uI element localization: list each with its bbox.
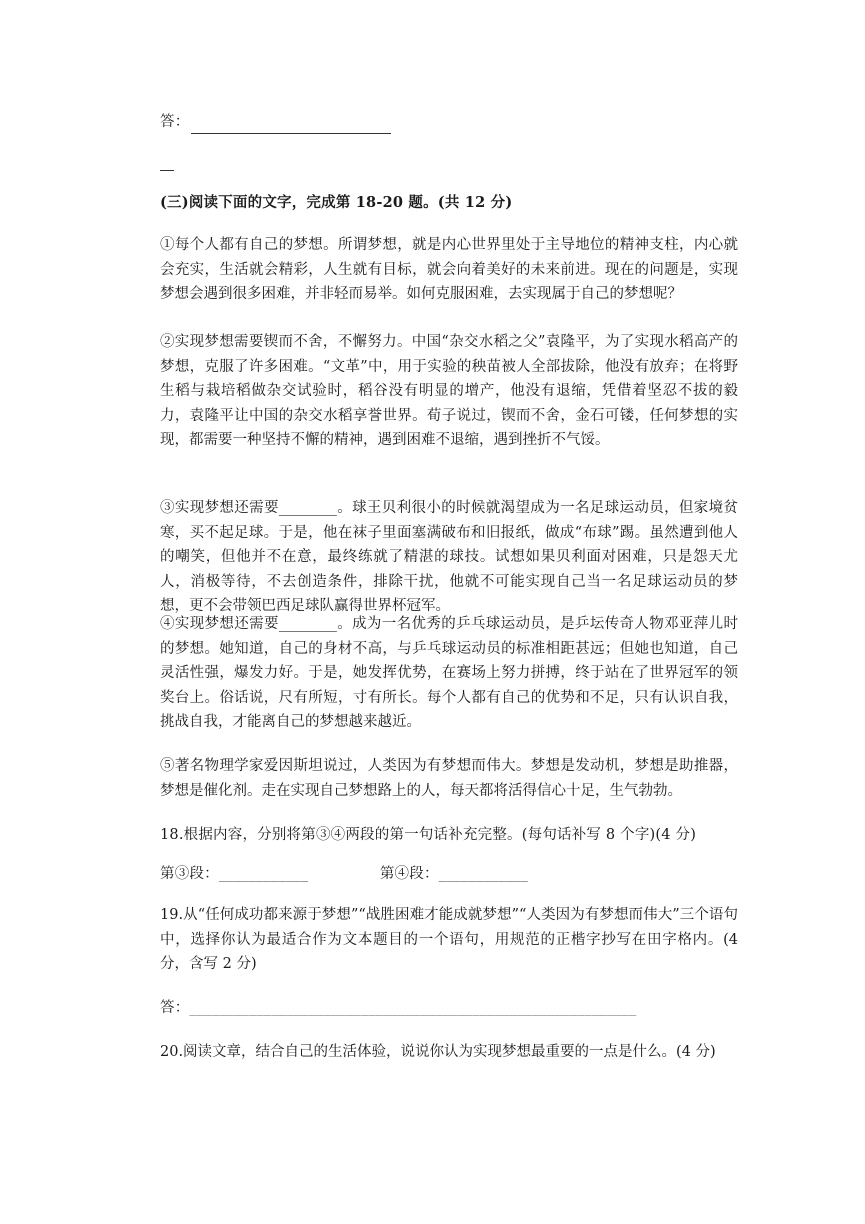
question-19 — [160, 903, 738, 977]
q19-answer-prefix: 答： — [160, 1000, 190, 1016]
short-dash-divider — [160, 170, 174, 171]
section-heading: (三)阅读下面的文字，完成第 18-20 题。(共 12 分) — [160, 194, 513, 211]
answer-underline — [191, 117, 391, 134]
paragraph-2-text: ②实现梦想需要锲而不舍，不懈努力。中国“杂交水稻之父”袁隆平，为了实现水稻高产的梦想，克服了许多困难。“文革”中，用于实验的秧苗被人全部拔除，他没有放弃；在将野生稻与栽培稻做杂交试验时，稻谷没有明显的增产，他没有退缩，凭借着坚忍不拔的毅力，袁隆平让中国的杂交水稻享誉世界。荀子说过，锲而不舍，金石可镂，任何梦想的实现，都需要一种坚持不懈的精神，遇到困难不退缩，遇到挫折不气馁。 — [160, 334, 738, 448]
q18-label-paragraph-3: 第③段： — [160, 866, 219, 882]
paragraph-5 — [160, 754, 738, 803]
question-18: 18.根据内容，分别将第③④两段的第一句话补充完整。(每句话补写 8 个字)(4 分) — [160, 827, 697, 843]
paragraph-4 — [160, 612, 738, 735]
q19-answer-blank[interactable]: ____________________________________________________________ — [189, 1000, 637, 1016]
question-18-answers — [160, 862, 528, 886]
paragraph-3 — [160, 496, 738, 619]
paragraph-2 — [160, 330, 738, 453]
q18-blank-paragraph-3[interactable]: ____________ — [218, 866, 309, 882]
answer-line-1 — [160, 110, 391, 134]
paragraph-4-text: ④实现梦想还需要________。成为一名优秀的乒乓球运动员，是乒坛传奇人物邓亚萍儿时的梦想。她知道，自己的身材不高，与乒乓球运动员的标准相距甚远；但她也知道，自己灵活性强，爆发力好。于是，她发挥优势，在赛场上努力拼搏，终于站在了世界冠军的领奖台上。俗话说，尺有所短，寸有所长。每个人都有自己的优势和不足，只有认识自我，挑战自我，才能离自己的梦想越来越近。 — [160, 616, 738, 730]
paragraph-1-text: ①每个人都有自己的梦想。所谓梦想，就是内心世界里处于主导地位的精神支柱，内心就会充实，生活就会精彩，人生就有目标，就会向着美好的未来前进。现在的问题是，实现梦想会遇到很多困难，并非轻而易举。如何克服困难，去实现属于自己的梦想呢？ — [160, 237, 738, 302]
paragraph-5-text: ⑤著名物理学家爱因斯坦说过，人类因为有梦想而伟大。梦想是发动机，梦想是助推器，梦想是催化剂。走在实现自己梦想路上的人，每天都将活得信心十足，生气勃勃。 — [160, 758, 738, 799]
q18-label-paragraph-4: 第④段： — [379, 866, 439, 882]
paragraph-1 — [160, 233, 738, 307]
question-19-text: 19.从“任何成功都来源于梦想”“战胜困难才能成就梦想”“人类因为有梦想而伟大”三个语句中，选择你认为最适合作为文本题目的一个语句，用规范的正楷字抄写在田字格内。(4 分，含写 2 分) — [160, 907, 738, 972]
paragraph-3-text: ③实现梦想还需要________。球王贝利很小的时候就渴望成为一名足球运动员，但家境贫寒，买不起足球。于是，他在袜子里面塞满破布和旧报纸，做成“布球”踢。虽然遭到他人的嘲笑，但他并不在意，最终练就了精湛的球技。试想如果贝利面对困难，只是怨天尤人，消极等待，不去创造条件，排除干扰，他就不可能实现自己当一名足球运动员的梦想，更不会带领巴西足球队赢得世界杯冠军。 — [160, 500, 738, 614]
question-19-answer — [160, 996, 636, 1020]
question-20-text: 20.阅读文章，结合自己的生活体验，说说你认为实现梦想最重要的一点是什么。(4 分) — [160, 1044, 716, 1060]
q18-blank-paragraph-4[interactable]: ____________ — [438, 866, 529, 882]
question-20 — [160, 1040, 738, 1065]
answer-prefix: 答： — [160, 114, 190, 130]
